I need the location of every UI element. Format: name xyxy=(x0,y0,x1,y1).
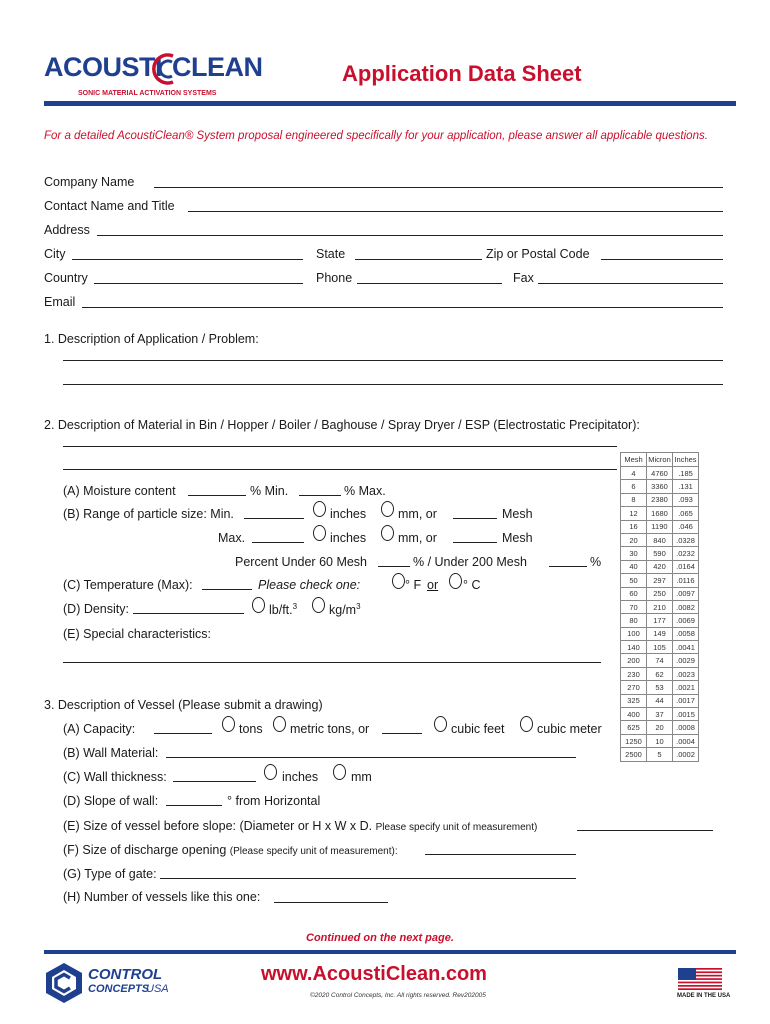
contact-label: Contact Name and Title xyxy=(44,199,175,213)
range-max-label: Max. xyxy=(218,531,246,545)
inches-cell: .0004 xyxy=(673,734,699,747)
wall-material-label: (B) Wall Material: xyxy=(63,746,159,760)
inches-cell: .0015 xyxy=(673,708,699,721)
wall-material-field[interactable] xyxy=(166,757,576,758)
fax-label: Fax xyxy=(513,271,534,285)
mesh-table-row xyxy=(621,734,699,747)
city-label: City xyxy=(44,247,66,261)
email-field[interactable] xyxy=(82,307,723,308)
inches-cell: .0069 xyxy=(673,614,699,627)
discharge-field[interactable] xyxy=(425,854,576,855)
discharge-text: (F) Size of discharge opening xyxy=(63,843,227,857)
micron-cell: 53 xyxy=(647,681,673,694)
micron-cell: 3360 xyxy=(647,480,673,493)
lb-ft-sup: 3 xyxy=(292,602,298,611)
discharge-note: (Please specify unit of measurement): xyxy=(229,846,398,857)
temp-label: (C) Temperature (Max): xyxy=(63,578,193,592)
mesh-cell: 400 xyxy=(621,708,647,721)
page-title: Application Data Sheet xyxy=(342,61,582,86)
inches-cell: .0023 xyxy=(673,667,699,680)
kg-m-sup: 3 xyxy=(356,602,361,611)
slope-label: (D) Slope of wall: xyxy=(63,794,159,808)
percent-60-label: Percent Under 60 Mesh xyxy=(235,555,368,569)
percent-200-field[interactable] xyxy=(549,566,587,567)
inches-cell: .0017 xyxy=(673,694,699,707)
deg-c-label: ° C xyxy=(463,578,481,592)
range-min-mm-radio[interactable] xyxy=(381,501,394,517)
inches-cell: .0116 xyxy=(673,574,699,587)
slope-field[interactable] xyxy=(166,805,222,806)
density-kg-radio[interactable] xyxy=(312,597,325,613)
gate-field[interactable] xyxy=(160,878,576,879)
inches-cell: .0002 xyxy=(673,748,699,761)
capacity-cubic-feet-radio[interactable] xyxy=(434,716,447,732)
made-in-usa-text: MADE IN THE USA xyxy=(677,993,731,999)
capacity-tons-radio[interactable] xyxy=(222,716,235,732)
capacity-label: (A) Capacity: xyxy=(63,722,136,736)
mesh-cell: 230 xyxy=(621,667,647,680)
mesh-table-row xyxy=(621,520,699,533)
mesh-cell: 140 xyxy=(621,641,647,654)
mesh-table-row xyxy=(621,560,699,573)
micron-cell: 250 xyxy=(647,587,673,600)
cc-control-text: CONTROL xyxy=(88,966,163,983)
wall-thickness-label: (C) Wall thickness: xyxy=(63,770,167,784)
micron-cell: 5 xyxy=(647,748,673,761)
micron-cell: 74 xyxy=(647,654,673,667)
kg-m3-label xyxy=(329,602,361,617)
metric-tons-label: metric tons, or xyxy=(290,722,370,736)
inches-cell: .0328 xyxy=(673,533,699,546)
inches-cell: .046 xyxy=(673,520,699,533)
wall-mm-radio[interactable] xyxy=(333,764,346,780)
mesh-cell: 20 xyxy=(621,533,647,546)
special-label: (E) Special characteristics: xyxy=(63,627,211,641)
percent-sign: % xyxy=(590,555,602,569)
gate-label: (G) Type of gate: xyxy=(63,867,157,881)
micron-cell: 1190 xyxy=(647,520,673,533)
capacity-cubic-meter-radio[interactable] xyxy=(520,716,533,732)
mesh-cell: 270 xyxy=(621,681,647,694)
lb-ft-text: lb/ft. xyxy=(269,603,293,618)
mesh-cell: 8 xyxy=(621,493,647,506)
micron-cell: 20 xyxy=(647,721,673,734)
inches-cell: .0097 xyxy=(673,587,699,600)
mesh-table-row xyxy=(621,533,699,546)
header-rule xyxy=(44,101,736,106)
wall-inches-radio[interactable] xyxy=(264,764,277,780)
moisture-max-label: % Max. xyxy=(344,484,386,498)
mesh-cell: 16 xyxy=(621,520,647,533)
inches-label-2: inches xyxy=(330,531,367,545)
mesh-table-row xyxy=(621,507,699,520)
inches-cell: .0008 xyxy=(673,721,699,734)
section2-title: 2. Description of Material in Bin / Hopper / Boiler / Baghouse / Spray Dryer / ESP (Electrostatic Precipitator): xyxy=(44,418,640,432)
range-max-mesh-field[interactable] xyxy=(453,542,497,543)
inches-label: inches xyxy=(330,507,367,521)
vessels-count-label: (H) Number of vessels like this one: xyxy=(63,890,261,904)
city-field[interactable] xyxy=(72,259,303,260)
vessel-size-label xyxy=(63,819,537,833)
mesh-cell: 60 xyxy=(621,587,647,600)
logo-text-left: ACOUSTI xyxy=(44,52,162,82)
micron-cell: 2380 xyxy=(647,493,673,506)
mesh-cell: 325 xyxy=(621,694,647,707)
inches-cell: .0058 xyxy=(673,627,699,640)
mesh-cell: 2500 xyxy=(621,748,647,761)
acousticlean-logo xyxy=(44,52,263,98)
mesh-table-row xyxy=(621,748,699,761)
mesh-cell: 12 xyxy=(621,507,647,520)
mesh-table-row xyxy=(621,694,699,707)
temp-c-radio[interactable] xyxy=(449,573,462,589)
cubic-meter-label: cubic meter xyxy=(537,722,602,736)
deg-f-label: ° F xyxy=(405,578,422,592)
zip-label: Zip or Postal Code xyxy=(486,247,590,261)
temp-f-radio[interactable] xyxy=(392,573,405,589)
us-flag-icon xyxy=(678,968,722,990)
micron-header: Micron xyxy=(647,453,673,467)
section3-title: 3. Description of Vessel (Please submit a drawing) xyxy=(44,698,323,712)
mesh-table-row xyxy=(621,574,699,587)
state-field[interactable] xyxy=(355,259,482,260)
mesh-cell: 4 xyxy=(621,467,647,480)
inches-cell: .131 xyxy=(673,480,699,493)
cc-concepts-text: CONCEPTS xyxy=(88,983,150,995)
inches-cell: .0041 xyxy=(673,641,699,654)
micron-cell: 210 xyxy=(647,600,673,613)
vessel-size-note: Please specify unit of measurement) xyxy=(375,822,538,833)
vessel-size-field[interactable] xyxy=(577,830,713,831)
address-label: Address xyxy=(44,223,90,237)
density-lb-radio[interactable] xyxy=(252,597,265,613)
intro-text: For a detailed AcoustiClean® System proposal engineered specifically for your application, please answer all applicable questions. xyxy=(44,130,708,142)
vessels-count-field[interactable] xyxy=(274,902,388,903)
mesh-table-row xyxy=(621,641,699,654)
mesh-table-row xyxy=(621,587,699,600)
cc-usa-text: USA xyxy=(146,983,169,995)
mesh-table-row xyxy=(621,708,699,721)
mesh-header: Mesh xyxy=(621,453,647,467)
wall-inches-label: inches xyxy=(282,770,319,784)
mm-or-label: mm, or xyxy=(398,507,437,521)
moisture-max-field[interactable] xyxy=(299,495,341,496)
inches-cell: .0082 xyxy=(673,600,699,613)
mesh-label: Mesh xyxy=(502,507,533,521)
mesh-cell: 30 xyxy=(621,547,647,560)
country-label: Country xyxy=(44,271,88,285)
section1-field-2[interactable] xyxy=(63,384,723,385)
copyright-text: ©2020 Control Concepts, Inc. All rights reserved. Rev202005 xyxy=(310,992,486,999)
micron-cell: 44 xyxy=(647,694,673,707)
percent-200-label: % / Under 200 Mesh xyxy=(413,555,527,569)
kg-m-text: kg/m xyxy=(329,603,357,618)
wall-thickness-field[interactable] xyxy=(173,781,256,782)
range-min-mesh-field[interactable] xyxy=(453,518,497,519)
inches-cell: .185 xyxy=(673,467,699,480)
mesh-cell: 40 xyxy=(621,560,647,573)
capacity-metric-tons-radio[interactable] xyxy=(273,716,286,732)
micron-cell: 105 xyxy=(647,641,673,654)
address-field[interactable] xyxy=(97,235,723,236)
micron-cell: 590 xyxy=(647,547,673,560)
wall-mm-label: mm xyxy=(351,770,372,784)
micron-cell: 149 xyxy=(647,627,673,640)
moisture-min-field[interactable] xyxy=(188,495,246,496)
continued-note: Continued on the next page. xyxy=(306,932,454,944)
inches-cell: .093 xyxy=(673,493,699,506)
inches-cell: .0029 xyxy=(673,654,699,667)
capacity-other-field[interactable] xyxy=(382,733,422,734)
mesh-cell: 200 xyxy=(621,654,647,667)
mesh-table-row xyxy=(621,681,699,694)
mesh-cell: 100 xyxy=(621,627,647,640)
range-min-label: (B) Range of particle size: Min. xyxy=(63,507,234,521)
mesh-table-row xyxy=(621,547,699,560)
phone-label: Phone xyxy=(316,271,353,285)
micron-cell: 420 xyxy=(647,560,673,573)
company-field[interactable] xyxy=(154,187,723,188)
mesh-cell: 50 xyxy=(621,574,647,587)
fax-field[interactable] xyxy=(538,283,723,284)
logo-text-right: CLEAN xyxy=(172,52,263,82)
lb-ft3-label xyxy=(269,602,297,617)
range-max-mm-radio[interactable] xyxy=(381,525,394,541)
discharge-label xyxy=(63,843,398,857)
range-max-field[interactable] xyxy=(252,542,304,543)
range-min-inches-radio[interactable] xyxy=(313,501,326,517)
mesh-cell: 6 xyxy=(621,480,647,493)
contact-field[interactable] xyxy=(188,211,723,212)
cubic-feet-label: cubic feet xyxy=(451,722,505,736)
mesh-table-row xyxy=(621,600,699,613)
micron-cell: 10 xyxy=(647,734,673,747)
mesh-conversion-table xyxy=(620,452,699,762)
inches-cell: .0164 xyxy=(673,560,699,573)
mesh-cell: 80 xyxy=(621,614,647,627)
mesh-label-2: Mesh xyxy=(502,531,533,545)
range-min-field[interactable] xyxy=(244,518,304,519)
country-field[interactable] xyxy=(94,283,303,284)
micron-cell: 37 xyxy=(647,708,673,721)
or-label: or xyxy=(427,578,439,592)
percent-60-field[interactable] xyxy=(378,566,410,567)
phone-field[interactable] xyxy=(357,283,502,284)
inches-cell: .0232 xyxy=(673,547,699,560)
section2-field-2[interactable] xyxy=(63,469,617,470)
please-check-label: Please check one: xyxy=(258,578,361,592)
micron-cell: 4760 xyxy=(647,467,673,480)
density-field[interactable] xyxy=(133,613,244,614)
footer-rule xyxy=(44,950,736,954)
moisture-label: (A) Moisture content xyxy=(63,484,176,498)
section1-title: 1. Description of Application / Problem: xyxy=(44,332,259,346)
micron-cell: 1680 xyxy=(647,507,673,520)
control-concepts-logo-icon xyxy=(44,962,84,1004)
email-label: Email xyxy=(44,295,76,309)
mesh-table-row xyxy=(621,480,699,493)
density-label: (D) Density: xyxy=(63,602,129,616)
micron-cell: 62 xyxy=(647,667,673,680)
inches-cell: .065 xyxy=(673,507,699,520)
micron-cell: 840 xyxy=(647,533,673,546)
mesh-table-row xyxy=(621,654,699,667)
logo-tagline: SONIC MATERIAL ACTIVATION SYSTEMS xyxy=(78,90,217,97)
mesh-table-row xyxy=(621,493,699,506)
capacity-field[interactable] xyxy=(154,733,212,734)
website-link[interactable]: www.AcoustiClean.com xyxy=(261,963,487,985)
section1-field-1[interactable] xyxy=(63,360,723,361)
mesh-table-row xyxy=(621,627,699,640)
vessel-size-text: (E) Size of vessel before slope: (Diameter or H x W x D. xyxy=(63,819,373,833)
mesh-cell: 1250 xyxy=(621,734,647,747)
section2-field-1[interactable] xyxy=(63,446,617,447)
company-label: Company Name xyxy=(44,175,135,189)
inches-cell: .0021 xyxy=(673,681,699,694)
state-label: State xyxy=(316,247,346,261)
inches-header: Inches xyxy=(673,453,699,467)
mesh-table-row xyxy=(621,667,699,680)
mm-or-label-2: mm, or xyxy=(398,531,437,545)
mesh-table-row xyxy=(621,467,699,480)
micron-cell: 177 xyxy=(647,614,673,627)
micron-cell: 297 xyxy=(647,574,673,587)
mesh-table-row xyxy=(621,614,699,627)
mesh-table-row xyxy=(621,721,699,734)
zip-field[interactable] xyxy=(601,259,723,260)
range-max-inches-radio[interactable] xyxy=(313,525,326,541)
tons-label: tons xyxy=(239,722,263,736)
moisture-min-label: % Min. xyxy=(250,484,289,498)
temp-field[interactable] xyxy=(202,589,252,590)
mesh-cell: 625 xyxy=(621,721,647,734)
mesh-table-header xyxy=(621,453,699,467)
special-field[interactable] xyxy=(63,662,601,663)
mesh-cell: 70 xyxy=(621,600,647,613)
slope-suffix: ° from Horizontal xyxy=(227,794,321,808)
